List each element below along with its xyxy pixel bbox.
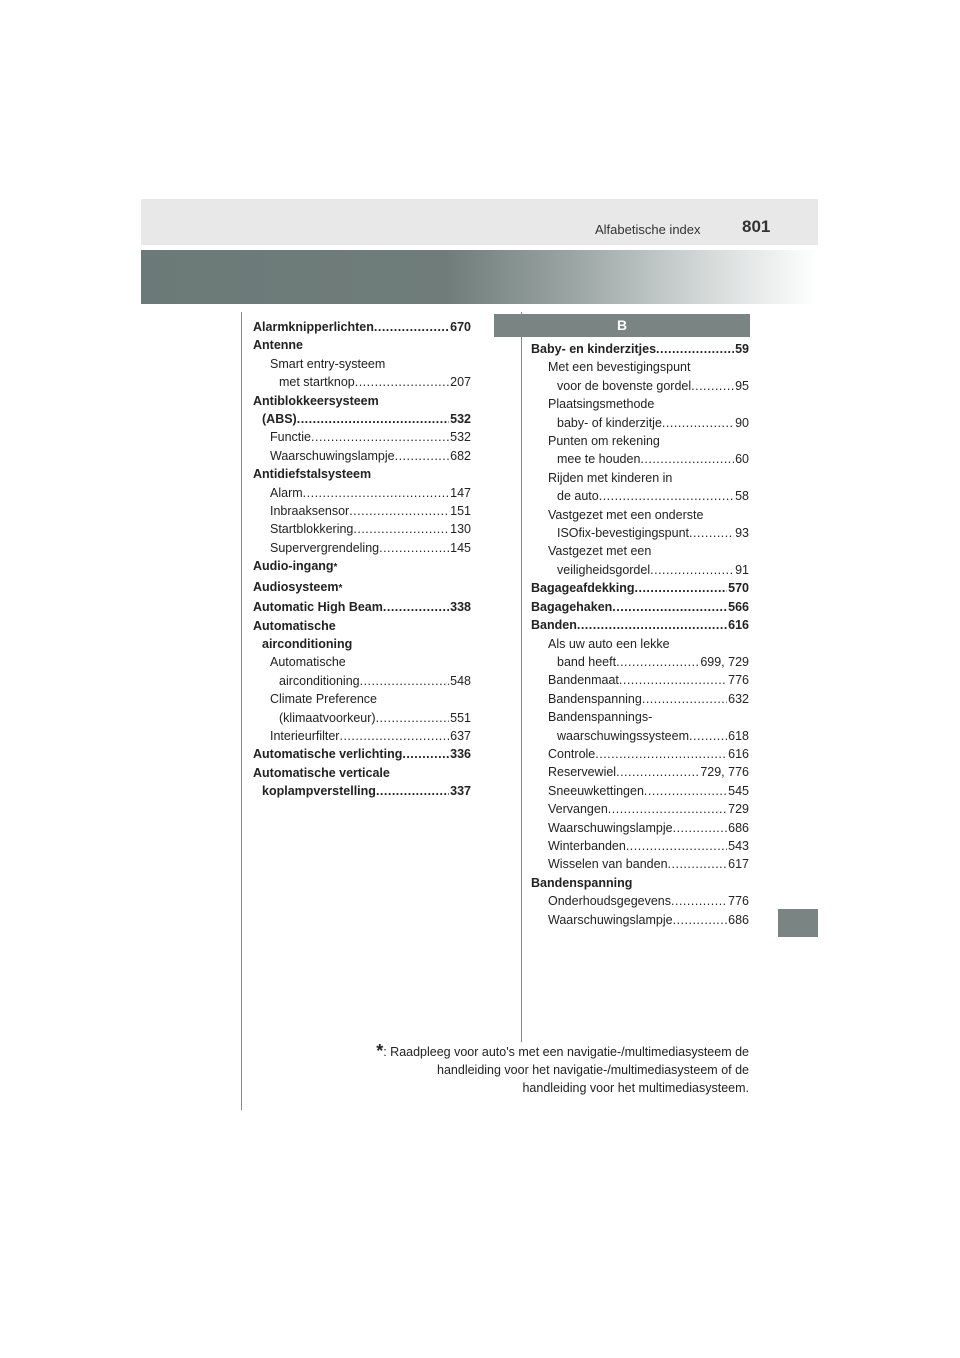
index-entry [253, 318, 471, 336]
footnote-marker: * [376, 1041, 384, 1061]
index-entry-label: Automatische verticale [253, 765, 390, 780]
index-entry-page: 145 [450, 540, 471, 555]
dot-leader [616, 653, 699, 671]
index-entry-page: 90 [735, 415, 749, 430]
index-entry-page: 551 [450, 710, 471, 725]
index-entry-page: 337 [450, 784, 471, 799]
index-entry-page: 632 [728, 691, 749, 706]
index-entry-label: Audio-ingang [253, 559, 334, 574]
index-entry [253, 617, 471, 635]
index-entry-label: koplampverstelling [262, 784, 376, 799]
index-entry-page: 729 [728, 802, 749, 817]
index-entry-label: airconditioning [279, 673, 360, 688]
index-entry-page: 532 [450, 430, 471, 445]
dot-leader [376, 709, 450, 727]
index-column-left [253, 318, 471, 801]
index-entry [253, 727, 471, 745]
index-entry-page: 338 [450, 600, 471, 615]
index-entry [253, 782, 471, 800]
index-entry [531, 635, 749, 653]
index-entry [531, 892, 749, 910]
dot-leader [650, 561, 734, 579]
index-entry-page: 616 [728, 746, 749, 761]
index-entry-page: 637 [450, 728, 471, 743]
index-entry [531, 506, 749, 524]
dot-leader [640, 450, 734, 468]
index-entry [253, 392, 471, 410]
dot-leader [577, 616, 727, 634]
dot-leader [303, 484, 449, 502]
dot-leader [395, 447, 450, 465]
index-entry [531, 819, 749, 837]
index-entry-page: 729, 776 [700, 765, 749, 780]
index-entry [253, 520, 471, 538]
index-entry-page: 147 [450, 485, 471, 500]
dot-leader [595, 745, 727, 763]
index-entry-label: Bagageafdekking [531, 581, 635, 596]
dot-leader [642, 690, 727, 708]
index-entry [531, 469, 749, 487]
index-entry-label: baby- of kinderzitje [557, 415, 662, 430]
index-entry-label: Functie [270, 430, 311, 445]
dot-leader [635, 579, 728, 597]
index-entry [531, 542, 749, 560]
index-entry [531, 450, 749, 468]
index-entry-label: Startblokkering [270, 522, 354, 537]
header-bar [141, 199, 818, 245]
index-entry [531, 782, 749, 800]
index-entry [531, 653, 749, 671]
index-entry-label: Waarschuwingslampje [548, 820, 673, 835]
decorative-banner [141, 250, 818, 304]
dot-leader [616, 763, 699, 781]
index-entry [253, 653, 471, 671]
index-entry-page: 566 [728, 599, 749, 614]
dot-leader [671, 892, 727, 910]
dot-leader [673, 819, 728, 837]
index-entry-page: 545 [728, 783, 749, 798]
index-entry [531, 708, 749, 726]
dot-leader [691, 377, 734, 395]
dot-leader [673, 911, 728, 929]
index-entry-label: band heeft [557, 654, 617, 669]
index-entry-label: Bandenmaat [548, 673, 619, 688]
dot-leader [376, 782, 449, 800]
index-entry-page: 60 [735, 452, 749, 467]
footnote-line-2: handleiding voor het navigatie-/multimediasysteem of de [437, 1063, 749, 1077]
index-entry-label: Automatic High Beam [253, 600, 383, 615]
letter-section-header: B [494, 314, 750, 337]
index-entry-page: 776 [728, 673, 749, 688]
index-entry-label: Controle [548, 746, 596, 761]
index-entry-label: Automatische [253, 618, 336, 633]
index-entry-label: waarschuwingssysteem [557, 728, 689, 743]
index-entry-label: (klimaatvoorkeur) [279, 710, 376, 725]
index-entry-label: mee te houden [557, 452, 641, 467]
index-entry-label: Interieurfilter [270, 728, 340, 743]
index-entry-label: Als uw auto een lekke [548, 636, 670, 651]
footnote-line-1: *: Raadpleeg voor auto's met een navigatie-/multimediasysteem de [376, 1041, 749, 1061]
dot-leader [689, 524, 734, 542]
index-entry [531, 800, 749, 818]
index-entry-label: Banden [531, 618, 577, 633]
index-entry-page: 686 [728, 820, 749, 835]
index-entry-label: Inbraaksensor [270, 504, 350, 519]
page-number: 801 [742, 217, 771, 236]
index-entry-page: 336 [450, 747, 471, 762]
index-entry-label: Met een bevestigingspunt [548, 360, 691, 375]
index-entry [531, 340, 749, 358]
dot-leader [339, 727, 449, 745]
index-entry [253, 502, 471, 520]
dot-leader [379, 539, 449, 557]
dot-leader [668, 855, 728, 873]
index-entry-label: Antiblokkeersysteem [253, 393, 379, 408]
chapter-tab [778, 909, 818, 937]
dot-leader [311, 428, 449, 446]
index-entry [253, 465, 471, 483]
dot-leader [619, 671, 727, 689]
index-entry [253, 447, 471, 465]
index-entry-label: Rijden met kinderen in [548, 470, 673, 485]
index-entry-label: voor de bovenste gordel [557, 378, 692, 393]
index-entry-page: 776 [728, 894, 749, 909]
dot-leader [360, 672, 450, 690]
index-entry [253, 690, 471, 708]
index-entry [531, 487, 749, 505]
index-entry-label: Automatische [270, 655, 346, 670]
column-divider-left [241, 312, 242, 1110]
index-entry-page: 91 [735, 562, 749, 577]
index-entry [253, 539, 471, 557]
column-divider-middle [521, 312, 522, 1042]
index-entry [531, 690, 749, 708]
index-entry [253, 745, 471, 763]
index-entry [253, 709, 471, 727]
index-entry-label: Vervangen [548, 802, 608, 817]
index-entry-page: 570 [728, 581, 749, 596]
dot-leader [626, 837, 727, 855]
index-entry [531, 432, 749, 450]
index-entry-label: Antidiefstalsysteem [253, 467, 372, 482]
index-entry-label: Waarschuwingslampje [270, 448, 395, 463]
dot-leader [402, 745, 449, 763]
index-entry [253, 336, 471, 354]
index-entry [531, 358, 749, 376]
dot-leader [608, 800, 727, 818]
index-entry-label: Punten om rekening [548, 434, 660, 449]
index-entry-label: Alarmknipperlichten [253, 320, 374, 334]
footnote-ref-marker: * [338, 582, 343, 594]
index-entry-label: Supervergrendeling [270, 540, 380, 555]
index-entry-page: 95 [735, 378, 749, 393]
footnote [330, 1042, 749, 1097]
index-entry-label: Plaatsingsmethode [548, 397, 655, 412]
index-entry [253, 557, 471, 577]
index-entry-label: Antenne [253, 338, 303, 353]
index-entry [253, 428, 471, 446]
index-entry-label: veiligheidsgordel [557, 562, 651, 577]
index-entry-label: ISOfix-bevestigingspunt [557, 526, 690, 541]
index-entry [531, 395, 749, 413]
section-title: Alfabetische index [595, 222, 701, 237]
index-entry [531, 874, 749, 892]
index-entry-label: Bandenspannings- [548, 710, 653, 725]
index-entry-page: 617 [728, 857, 749, 872]
index-entry-label: de auto [557, 489, 599, 504]
index-entry-label: Climate Preference [270, 692, 377, 707]
index-entry [253, 410, 471, 428]
index-entry [531, 855, 749, 873]
index-entry-page: 59 [735, 342, 749, 356]
dot-leader [612, 598, 727, 616]
index-entry-label: Bandenspanning [531, 875, 633, 890]
index-entry-page: 548 [450, 673, 471, 688]
index-entry-page: 58 [735, 489, 749, 504]
index-entry-label: met startknop [279, 375, 355, 390]
index-entry [531, 598, 749, 616]
index-entry-label: Smart entry-systeem [270, 356, 386, 371]
index-entry-label: Automatische verlichting [253, 747, 403, 762]
index-entry [531, 671, 749, 689]
index-entry-label: Vastgezet met een onderste [548, 507, 704, 522]
index-entry-label: Bandenspanning [548, 691, 642, 706]
dot-leader [383, 598, 449, 616]
index-entry-page: 616 [728, 618, 749, 633]
index-entry-label: Vastgezet met een [548, 544, 652, 559]
index-entry [531, 911, 749, 929]
index-entry [531, 414, 749, 432]
index-entry [531, 377, 749, 395]
footnote-ref-marker: * [333, 562, 338, 574]
index-entry-page: 686 [728, 912, 749, 927]
index-entry [531, 763, 749, 781]
dot-leader [355, 373, 449, 391]
index-entry [531, 561, 749, 579]
index-entry-label: Wisselen van banden [548, 857, 668, 872]
dot-leader [353, 520, 449, 538]
index-entry [531, 745, 749, 763]
index-entry-label: Onderhoudsgegevens [548, 894, 672, 909]
index-entry-label: Reservewiel [548, 765, 617, 780]
dot-leader [644, 782, 727, 800]
index-entry [531, 579, 749, 597]
index-entry-page: 682 [450, 448, 471, 463]
dot-leader [297, 410, 449, 428]
index-entry-label: airconditioning [262, 636, 353, 651]
index-entry-page: 532 [450, 412, 471, 427]
index-entry-page: 207 [450, 375, 471, 390]
index-entry [253, 484, 471, 502]
dot-leader [599, 487, 734, 505]
index-entry [253, 635, 471, 653]
index-entry [253, 355, 471, 373]
dot-leader [349, 502, 449, 520]
index-column-right [531, 340, 749, 929]
index-entry-label: Winterbanden [548, 838, 626, 853]
index-entry-page: 699, 729 [700, 654, 749, 669]
index-entry [253, 578, 471, 598]
index-entry [531, 837, 749, 855]
index-entry-label: Sneeuwkettingen [548, 783, 644, 798]
index-entry [253, 764, 471, 782]
dot-leader [656, 340, 734, 358]
dot-leader [662, 414, 734, 432]
index-entry-label: (ABS) [262, 412, 297, 427]
index-entry [531, 616, 749, 634]
index-entry-label: Audiosysteem [253, 579, 339, 594]
index-entry-page: 130 [450, 522, 471, 537]
index-entry-page: 670 [450, 320, 471, 334]
dot-leader [689, 727, 727, 745]
index-entry-label: Alarm [270, 485, 303, 500]
index-entry-label: Bagagehaken [531, 599, 613, 614]
index-entry-label: Baby- en kinderzitjes [531, 342, 657, 356]
dot-leader [374, 318, 449, 336]
index-entry-page: 93 [735, 526, 749, 541]
footnote-line-3: handleiding voor het multimediasysteem. [522, 1081, 749, 1095]
index-entry [531, 524, 749, 542]
index-entry-page: 618 [728, 728, 749, 743]
index-entry [253, 672, 471, 690]
index-entry-page: 151 [450, 504, 471, 519]
index-entry-page: 543 [728, 838, 749, 853]
index-entry [531, 727, 749, 745]
index-entry-label: Waarschuwingslampje [548, 912, 673, 927]
index-entry [253, 598, 471, 616]
index-entry [253, 373, 471, 391]
